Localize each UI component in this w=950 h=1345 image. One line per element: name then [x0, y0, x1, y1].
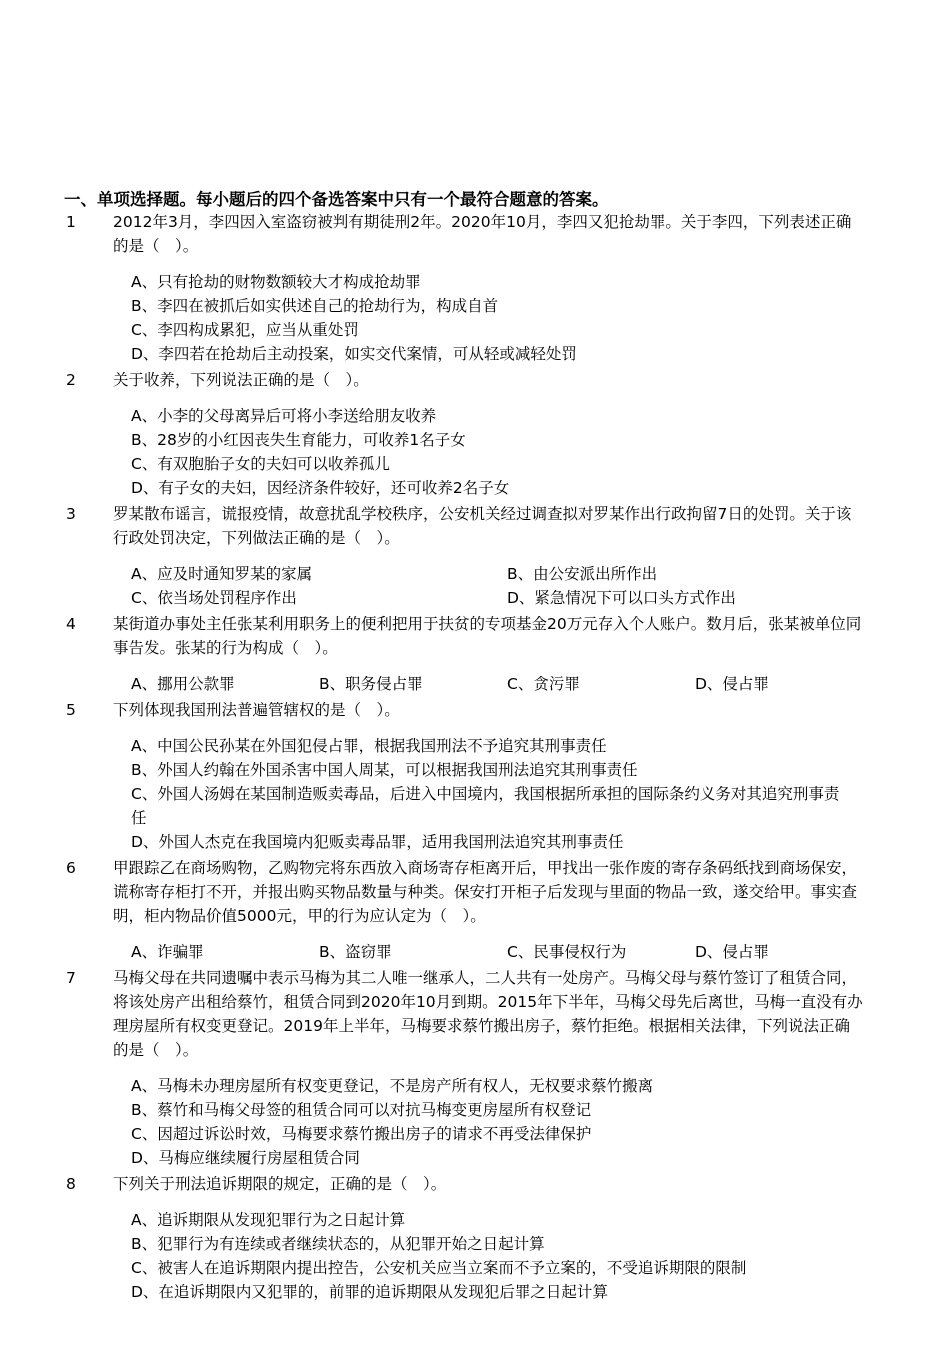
option-b: B、盗窃罪 [319, 943, 392, 961]
option-b: B、28岁的小红因丧失生育能力，可收养1名子女 [131, 431, 466, 449]
question-number: 1 [66, 213, 76, 231]
question-number: 5 [66, 701, 76, 719]
option-d: D、在追诉期限内又犯罪的，前罪的追诉期限从发现犯后罪之日起计算 [131, 1283, 608, 1301]
option-list [131, 940, 950, 964]
question-stem: 马梅父母在共同遗嘱中表示马梅为其二人唯一继承人，二人共有一处房产。马梅父母与蔡竹签订了租赁合同，将该处房产出租给蔡竹，租赁合同到2020年10月到期。2015年下半年，马梅父母先后离世，马梅一直没有办理房屋所有权变更登记。2019年上半年，马梅要求蔡竹搬出房子，蔡竹拒绝。根据相关法律，下列说法正确的是（ ）。 [113, 969, 863, 1059]
option-d: D、马梅应继续履行房屋租赁合同 [131, 1149, 360, 1167]
question-6 [0, 856, 950, 964]
option-list [131, 562, 950, 610]
question-list [0, 210, 950, 1306]
option-list [131, 1208, 950, 1304]
option-d: D、侵占罪 [695, 943, 769, 961]
question-8 [0, 1172, 950, 1304]
option-b: B、蔡竹和马梅父母签的租赁合同可以对抗马梅变更房屋所有权登记 [131, 1101, 592, 1119]
question-4 [0, 612, 950, 696]
option-d: D、侵占罪 [695, 675, 769, 693]
question-stem: 甲跟踪乙在商场购物，乙购物完将东西放入商场寄存柜离开后，甲找出一张作废的寄存条码纸找到商场保安，谎称寄存柜打不开，并报出购买物品数量与种类。保安打开柜子后发现与里面的物品一致，遂交给甲。事实查明，柜内物品价值5000元，甲的行为应认定为（ ）。 [113, 859, 858, 925]
question-stem: 关于收养，下列说法正确的是（ ）。 [113, 371, 369, 389]
option-a: A、追诉期限从发现犯罪行为之日起计算 [131, 1211, 406, 1229]
question-stem: 2012年3月，李四因入室盗窃被判有期徒刑2年。2020年10月，李四又犯抢劫罪。关于李四，下列表述正确的是（ ）。 [113, 213, 852, 255]
question-stem: 下列关于刑法追诉期限的规定，正确的是（ ）。 [113, 1175, 447, 1193]
question-7 [0, 966, 950, 1170]
question-2 [0, 368, 950, 500]
option-b: B、外国人约翰在外国杀害中国人周某，可以根据我国刑法追究其刑事责任 [131, 761, 638, 779]
option-d: D、外国人杰克在我国境内犯贩卖毒品罪，适用我国刑法追究其刑事责任 [131, 833, 624, 851]
option-c: C、贪污罪 [507, 675, 580, 693]
question-number: 7 [66, 969, 76, 987]
option-list [131, 404, 950, 500]
option-a: A、中国公民孙某在外国犯侵占罪，根据我国刑法不予追究其刑事责任 [131, 737, 607, 755]
option-c: C、李四构成累犯，应当从重处罚 [131, 321, 359, 339]
option-list [131, 1074, 950, 1170]
question-stem: 下列体现我国刑法普遍管辖权的是（ ）。 [113, 701, 400, 719]
option-b: B、李四在被抓后如实供述自己的抢劫行为，构成自首 [131, 297, 499, 315]
question-stem: 某街道办事处主任张某利用职务上的便利把用于扶贫的专项基金20万元存入个人账户。数月后，张某被单位同事告发。张某的行为构成（ ）。 [113, 615, 862, 657]
question-1 [0, 210, 950, 366]
option-a: A、诈骗罪 [131, 943, 204, 961]
question-number: 3 [66, 505, 76, 523]
option-list [131, 270, 950, 366]
option-c: C、依当场处罚程序作出 [131, 589, 297, 607]
option-a: A、挪用公款罪 [131, 675, 235, 693]
option-c: C、外国人汤姆在某国制造贩卖毒品，后进入中国境内，我国根据所承担的国际条约义务对其追究刑事责任 [131, 785, 840, 827]
question-number: 4 [66, 615, 76, 633]
option-c: C、有双胞胎子女的夫妇可以收养孤儿 [131, 455, 390, 473]
option-list [131, 734, 950, 854]
option-b: B、由公安派出所作出 [507, 565, 658, 583]
option-a: A、小李的父母离异后可将小李送给朋友收养 [131, 407, 437, 425]
question-number: 6 [66, 859, 76, 877]
question-5 [0, 698, 950, 854]
option-c: C、因超过诉讼时效，马梅要求蔡竹搬出房子的请求不再受法律保护 [131, 1125, 592, 1143]
option-a: A、马梅未办理房屋所有权变更登记，不是房产所有权人，无权要求蔡竹搬离 [131, 1077, 654, 1095]
option-c: C、被害人在追诉期限内提出控告，公安机关应当立案而不予立案的，不受追诉期限的限制 [131, 1259, 747, 1277]
option-c: C、民事侵权行为 [507, 943, 627, 961]
option-b: B、职务侵占罪 [319, 675, 423, 693]
option-list [131, 672, 950, 696]
option-b: B、犯罪行为有连续或者继续状态的，从犯罪开始之日起计算 [131, 1235, 545, 1253]
option-a: A、应及时通知罗某的家属 [131, 565, 313, 583]
option-a: A、只有抢劫的财物数额较大才构成抢劫罪 [131, 273, 421, 291]
question-3 [0, 502, 950, 610]
question-number: 8 [66, 1175, 76, 1193]
option-d: D、紧急情况下可以口头方式作出 [507, 589, 736, 607]
option-d: D、有子女的夫妇，因经济条件较好，还可收养2名子女 [131, 479, 510, 497]
question-number: 2 [66, 371, 76, 389]
section-title: 一、单项选择题。每小题后的四个备选答案中只有一个最符合题意的答案。 [64, 190, 609, 209]
question-stem: 罗某散布谣言，谎报疫情，故意扰乱学校秩序，公安机关经过调查拟对罗某作出行政拘留7日的处罚。关于该行政处罚决定，下列做法正确的是（ ）。 [113, 505, 852, 547]
option-d: D、李四若在抢劫后主动投案，如实交代案情，可从轻或减轻处罚 [131, 345, 577, 363]
